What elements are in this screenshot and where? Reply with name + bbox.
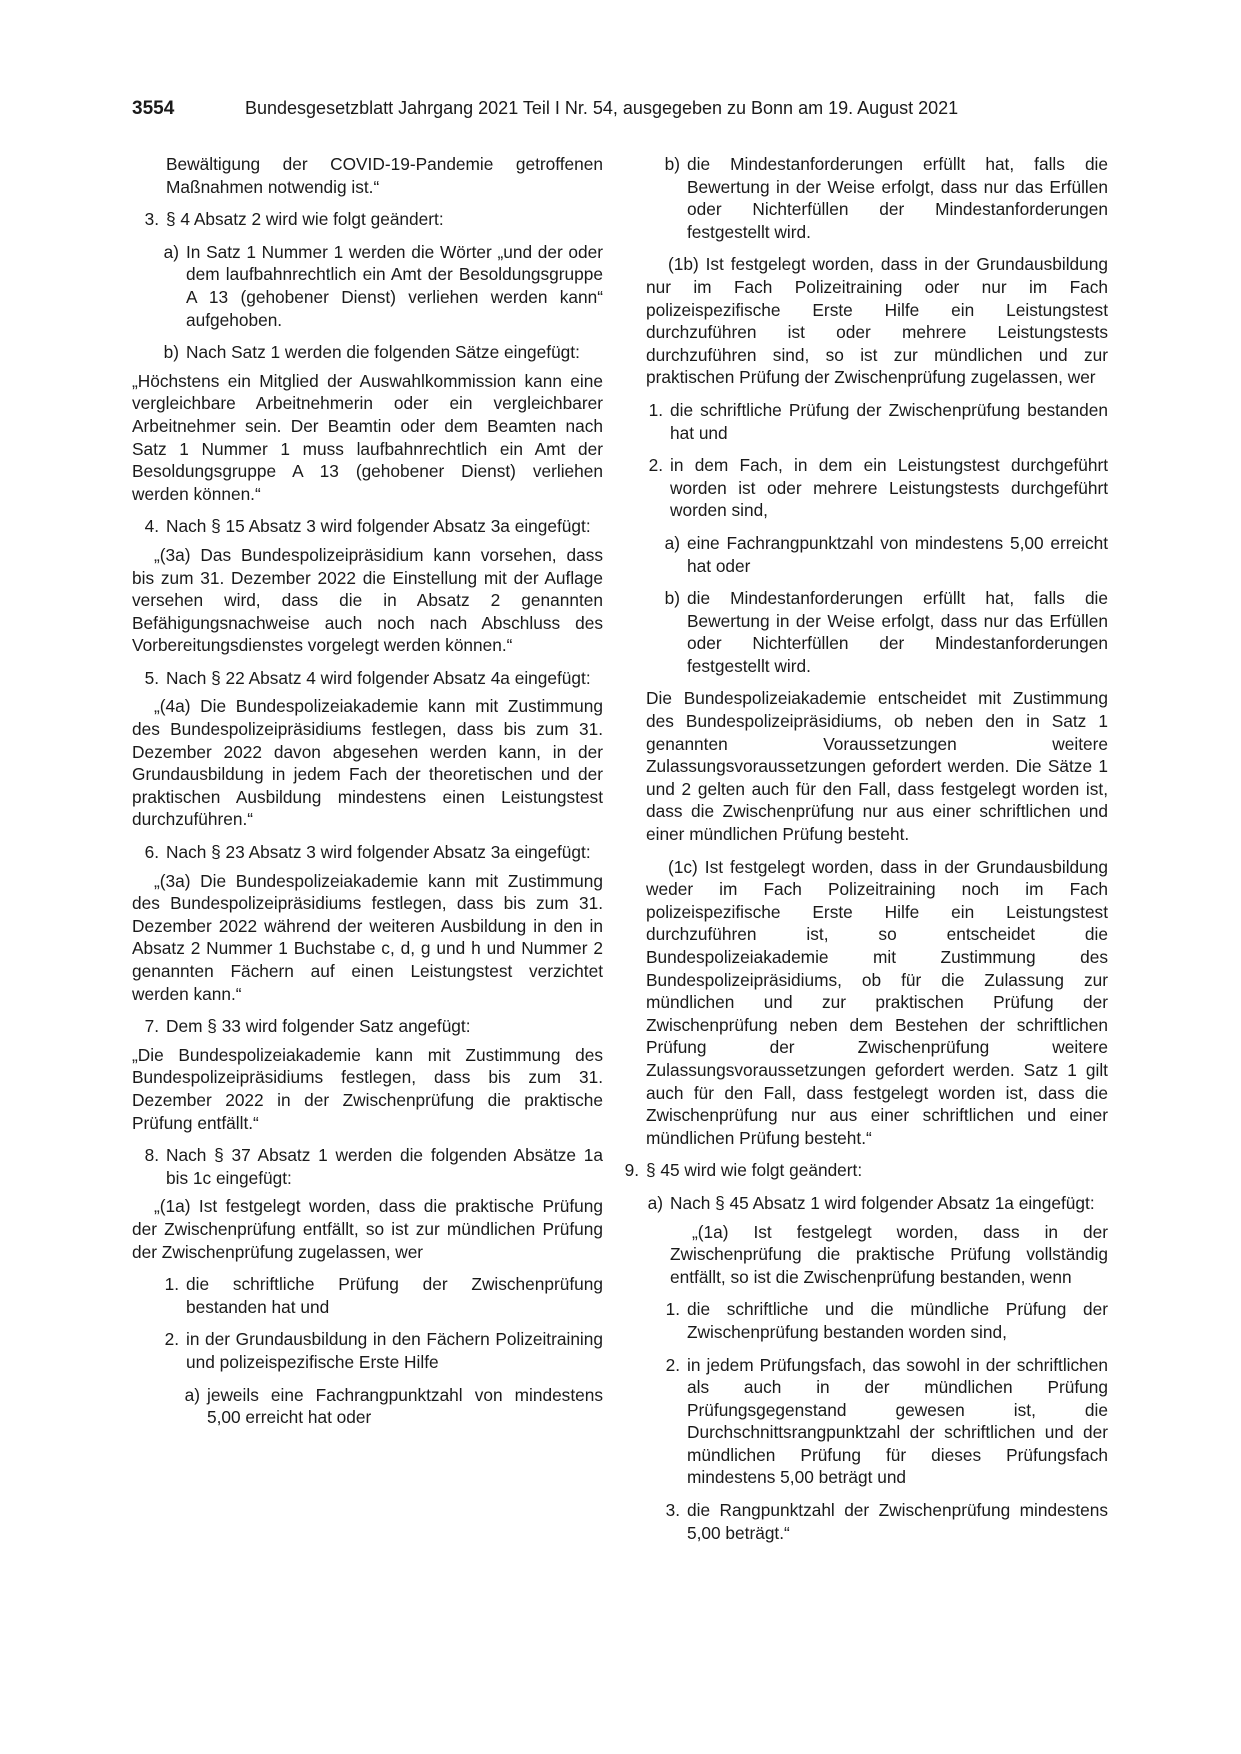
- list-item-7: [132, 1015, 603, 1038]
- list-item-9a: [646, 1192, 1108, 1215]
- item-label: 8.: [144, 1145, 159, 1166]
- item-label: 3.: [665, 1500, 680, 1521]
- list-item-3: [132, 208, 603, 231]
- list-item-3b: [132, 341, 603, 364]
- item-label: a): [664, 532, 680, 553]
- item-text: die schriftliche Prüfung der Zwischenprüfung bestanden hat und: [670, 399, 1108, 443]
- list-item-9: [620, 1159, 1108, 1182]
- item-text: Nach Satz 1 werden die folgenden Sätze eingefügt:: [186, 342, 580, 363]
- right-column: [624, 153, 1108, 1554]
- list-item-8-1: [132, 1273, 603, 1318]
- paragraph-1c: (1c) Ist festgelegt worden, dass in der Grundausbildung weder im Fach Polizeitraining noch im Fach polizeispezifische Erste Hilfe ein Leistungstest durchzuführen ist, so entscheidet die Bundespolizeiakademie mit Zustimmung des Bundespolizeipräsidiums, ob für die Zulassung zur mündlichen und zur praktischen Prüfung der Zwischenprüfung neben dem Bestehen der schriftlichen Prüfung der Zwischenprüfung weitere Zulassungsvoraussetzungen gefordert werden. Satz 1 gilt auch für den Fall, dass festgelegt worden ist, dass die Zwischenprüfung nur aus einer schriftlichen und einer mündlichen Prüfung besteht.“: [646, 856, 1108, 1148]
- item-label: 9.: [624, 1160, 639, 1181]
- paragraph-continuation: Bewältigung der COVID-19-Pandemie getroffenen Maßnahmen notwendig ist.“: [166, 154, 603, 197]
- list-item-5: [132, 667, 603, 690]
- item-text: die schriftliche Prüfung der Zwischenprüfung bestanden hat und: [186, 1274, 603, 1317]
- item-label: 6.: [144, 842, 159, 863]
- quote-block: „(3a) Die Bundespolizeiakademie kann mit Zustimmung des Bundespolizeipräsidiums festlegen, dass bis zum 31. Dezember 2022 während der weiteren Ausbildung in den in Absatz 2 Nummer 1 Buchstabe c, d, g und h und Nummer 2 genannten Fächern auf einen Leistungstest verzichtet werden kann.“: [132, 870, 603, 1004]
- item-text: in der Grundausbildung in den Fächern Polizeitraining und polizeispezifische Erste Hilfe: [186, 1329, 603, 1372]
- list-item-9a-1: [646, 1298, 1108, 1343]
- list-item-8: [132, 1144, 603, 1189]
- list-item-1b-1: [646, 399, 1108, 444]
- quote-block: „Höchstens ein Mitglied der Auswahlkommission kann eine vergleichbare Arbeitnehmerin oder ein vergleichbarer Arbeitnehmer sein. Der Beamtin oder dem Beamten nach Satz 1 Nummer 1 muss laufbahnrechtlich ein Amt der Besoldungsgruppe A 13 (gehobener Dienst) verliehen werden können.“: [132, 370, 603, 504]
- list-item-1b-2a: [646, 532, 1108, 577]
- list-item-9a-2: [646, 1354, 1108, 1490]
- item-text: Nach § 22 Absatz 4 wird folgender Absatz 4a eingefügt:: [166, 667, 591, 688]
- item-text: in jedem Prüfungsfach, das sowohl in der schriftlichen als auch in der mündlichen Prüfung Prüfungsgegenstand gewesen ist, die Durchschnittsrangpunktzahl der schriftlichen und der mündlichen Prüfung für dieses Prüfungsfach mindestens 5,00 beträgt und: [687, 1354, 1108, 1488]
- item-text: die Mindestanforderungen erfüllt hat, falls die Bewertung in der Weise erfolgt, dass nur das Erfüllen oder Nichterfüllen der Mindestanforderungen festgestellt wird.: [687, 588, 1108, 676]
- left-column: [132, 153, 603, 1439]
- list-item-9a-3: [646, 1499, 1108, 1544]
- item-label: a): [647, 1192, 663, 1213]
- page-header: [132, 98, 992, 126]
- list-item-3a: [132, 241, 603, 331]
- item-label: 4.: [144, 516, 159, 537]
- page-number: 3554: [132, 98, 175, 119]
- item-label: b): [664, 154, 680, 174]
- item-label: 1.: [665, 1299, 680, 1320]
- item-label: 7.: [144, 1016, 159, 1037]
- item-text: Dem § 33 wird folgender Satz angefügt:: [166, 1016, 471, 1037]
- item-text: die Mindestanforderungen erfüllt hat, falls die Bewertung in der Weise erfolgt, dass nur das Erfüllen oder Nichterfüllen der Mindestanforderungen festgestellt wird.: [687, 154, 1108, 242]
- list-item-1b-2b: [646, 587, 1108, 677]
- paragraph-akademie: Die Bundespolizeiakademie entscheidet mit Zustimmung des Bundespolizeipräsidiums, ob neben den in Satz 1 genannten Voraussetzungen weitere Zulassungsvoraussetzungen gefordert werden. Die Sätze 1 und 2 gelten auch für den Fall, dass festgelegt worden ist, dass die Zwischenprüfung nur aus einer schriftlichen und einer mündlichen Prüfung besteht.: [646, 688, 1108, 845]
- list-item-4: [132, 515, 603, 538]
- quote-block: „Die Bundespolizeiakademie kann mit Zustimmung des Bundespolizeipräsidiums festlegen, dass bis zum 31. Dezember 2022 in der Zwischenprüfung die praktische Prüfung entfällt.“: [132, 1044, 603, 1133]
- list-item-2b-cont: [646, 153, 1108, 243]
- item-text: Nach § 37 Absatz 1 werden die folgenden Absätze 1a bis 1c eingefügt:: [166, 1145, 603, 1188]
- item-text: § 4 Absatz 2 wird wie folgt geändert:: [166, 209, 444, 230]
- item-label: b): [664, 588, 680, 609]
- item-label: 1.: [648, 399, 663, 420]
- list-item-6: [132, 841, 603, 864]
- item-label: 2.: [665, 1354, 680, 1375]
- item-text: die schriftliche und die mündliche Prüfung der Zwischenprüfung bestanden worden sind,: [687, 1299, 1108, 1342]
- item-text: § 45 wird wie folgt geändert:: [646, 1160, 863, 1181]
- item-text: Nach § 15 Absatz 3 wird folgender Absatz 3a eingefügt:: [166, 516, 591, 537]
- item-text: jeweils eine Fachrangpunktzahl von mindestens 5,00 erreicht hat oder: [207, 1384, 603, 1428]
- item-text: die Rangpunktzahl der Zwischenprüfung mindestens 5,00 beträgt.“: [687, 1500, 1108, 1543]
- item-text: Nach § 23 Absatz 3 wird folgender Absatz 3a eingefügt:: [166, 842, 591, 863]
- item-label: b): [163, 342, 179, 363]
- item-text: in dem Fach, in dem ein Leistungstest durchgeführt worden ist oder mehrere Leistungstests durchgeführt worden sind,: [670, 455, 1108, 521]
- list-item-8-2: [132, 1328, 603, 1373]
- item-text: eine Fachrangpunktzahl von mindestens 5,00 erreicht hat oder: [687, 532, 1108, 576]
- list-item-8-2a: [132, 1384, 603, 1429]
- item-label: a): [163, 241, 179, 262]
- quote-block: „(1a) Ist festgelegt worden, dass in der Zwischenprüfung die praktische Prüfung vollständig entfällt, so ist die Zwischenprüfung bestanden, wenn: [670, 1221, 1108, 1287]
- quote-block: „(1a) Ist festgelegt worden, dass die praktische Prüfung der Zwischenprüfung entfällt, so ist zur mündlichen Prüfung der Zwischenprüfung zugelassen, wer: [132, 1196, 603, 1262]
- item-label: 1.: [164, 1274, 179, 1295]
- item-text: Nach § 45 Absatz 1 wird folgender Absatz 1a eingefügt:: [670, 1192, 1095, 1213]
- item-label: a): [184, 1384, 200, 1405]
- list-item-1b-2: [646, 454, 1108, 522]
- paragraph-1b: (1b) Ist festgelegt worden, dass in der Grundausbildung nur im Fach Polizeitraining oder nur im Fach polizeispezifische Erste Hilfe ein Leistungstest durchzuführen ist oder mehrere Leistungstests durchzuführen sind, so ist zur mündlichen und zur praktischen Prüfung der Zwischenprüfung zugelassen, wer: [646, 254, 1108, 388]
- item-label: 2.: [164, 1329, 179, 1350]
- item-text: In Satz 1 Nummer 1 werden die Wörter „und der oder dem laufbahnrechtlich ein Amt der Besoldungsgruppe A 13 (gehobener Dienst) verliehen werden kann“ aufgehoben.: [186, 241, 603, 330]
- item-label: 3.: [144, 209, 159, 230]
- header-title: Bundesgesetzblatt Jahrgang 2021 Teil I Nr. 54, ausgegeben zu Bonn am 19. August 2021: [245, 98, 959, 118]
- quote-block: „(3a) Das Bundespolizeipräsidium kann vorsehen, dass bis zum 31. Dezember 2022 die Einstellung mit der Auflage versehen wird, dass die in Absatz 2 genannten Befähigungsnachweise auch noch nach Abschluss des Vorbereitungsdienstes vorgelegt werden können.“: [132, 544, 603, 656]
- item-label: 2.: [648, 455, 663, 476]
- item-label: 5.: [144, 667, 159, 688]
- quote-block: „(4a) Die Bundespolizeiakademie kann mit Zustimmung des Bundespolizeipräsidiums festlegen, dass bis zum 31. Dezember 2022 davon abgesehen werden kann, in der Grundausbildung in jedem Fach der theoretischen und der praktischen Ausbildung mindestens einen Leistungstest durchzuführen.“: [132, 696, 603, 830]
